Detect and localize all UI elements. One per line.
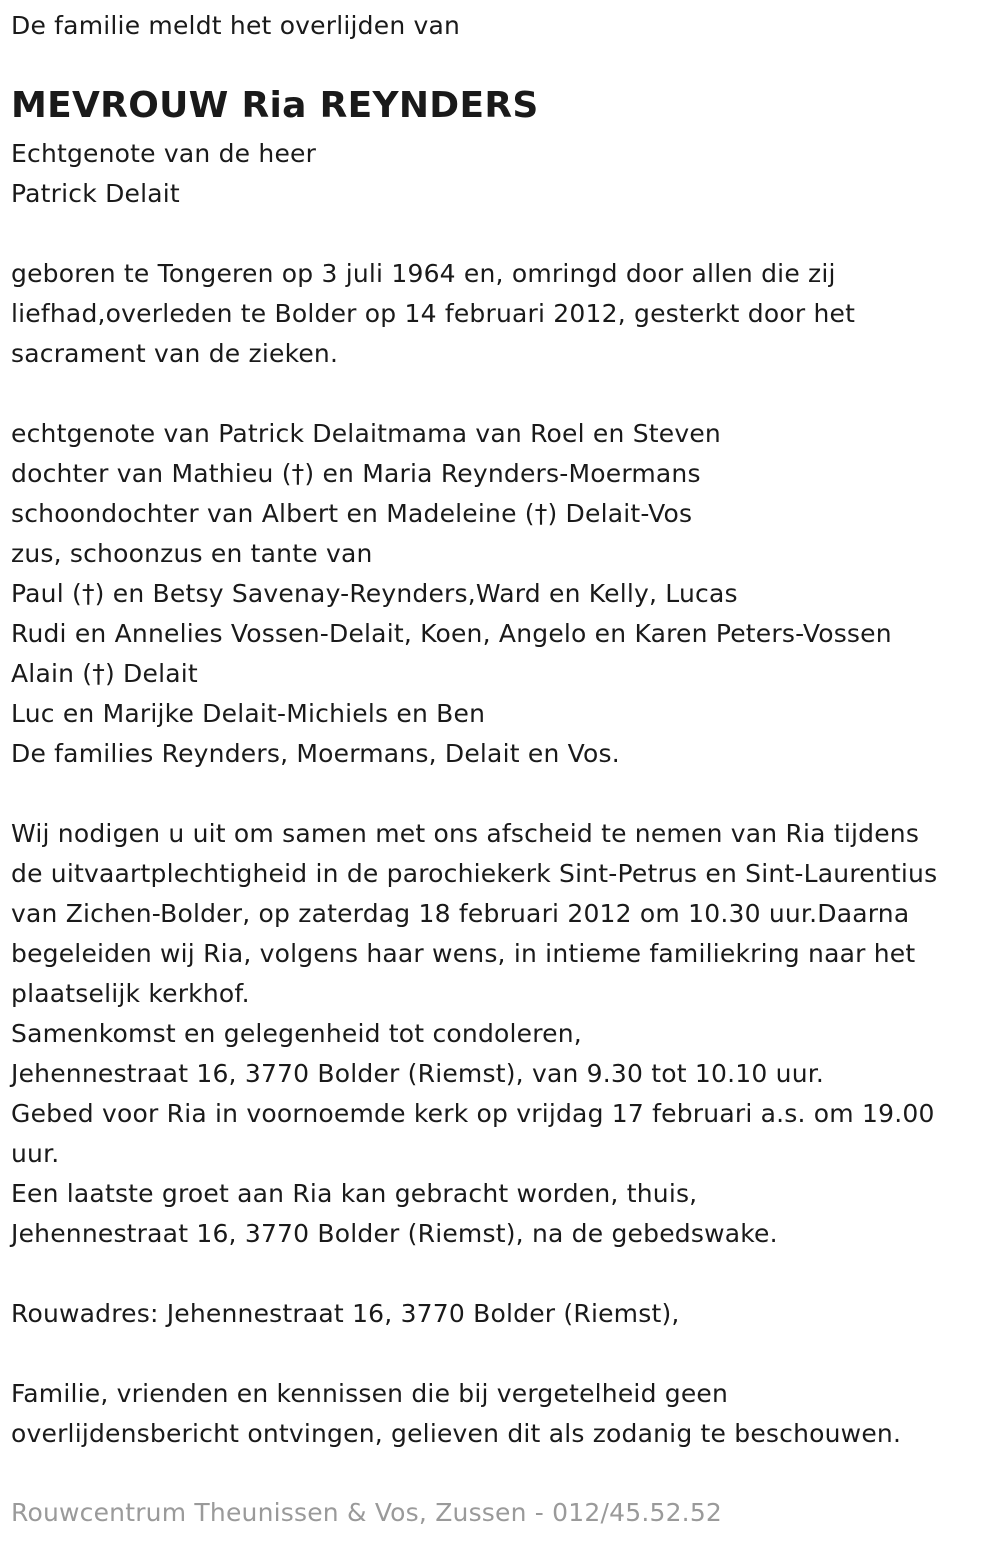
- notice-line: Familie, vrienden en kennissen die bij vergetelheid geen: [11, 1379, 729, 1408]
- notice-line: overlijdensbericht ontvingen, gelieven dit als zodanig te beschouwen.: [11, 1419, 902, 1448]
- notice-block: [11, 1374, 901, 1454]
- birth-death-line: liefhad,overleden te Bolder op 14 februari 2012, gesterkt door het: [11, 299, 856, 328]
- family-line: Paul (†) en Betsy Savenay-Reynders,Ward en Kelly, Lucas: [11, 579, 738, 608]
- ceremony-line: uur.: [11, 1139, 60, 1168]
- spouse-line: Patrick Delait: [11, 179, 180, 208]
- mourning-address-block: [11, 1294, 680, 1334]
- spouse-line: Echtgenote van de heer: [11, 139, 317, 168]
- funeral-home-footer: Rouwcentrum Theunissen & Vos, Zussen - 012/45.52.52: [11, 1498, 723, 1527]
- family-line: zus, schoonzus en tante van: [11, 539, 373, 568]
- family-line: Luc en Marijke Delait-Michiels en Ben: [11, 699, 486, 728]
- family-line: dochter van Mathieu (†) en Maria Reynders-Moermans: [11, 459, 701, 488]
- ceremony-line: de uitvaartplechtigheid in de parochiekerk Sint-Petrus en Sint-Laurentius: [11, 859, 938, 888]
- family-block: [11, 414, 892, 774]
- family-line: De families Reynders, Moermans, Delait en Vos.: [11, 739, 620, 768]
- birth-death-line: sacrament van de zieken.: [11, 339, 339, 368]
- spouse-block: [11, 134, 316, 214]
- family-line: Rudi en Annelies Vossen-Delait, Koen, Angelo en Karen Peters-Vossen: [11, 619, 892, 648]
- ceremony-line: plaatselijk kerkhof.: [11, 979, 250, 1008]
- ceremony-line: Gebed voor Ria in voornoemde kerk op vrijdag 17 februari a.s. om 19.00: [11, 1099, 935, 1128]
- ceremony-line: Een laatste groet aan Ria kan gebracht worden, thuis,: [11, 1179, 698, 1208]
- family-line: schoondochter van Albert en Madeleine (†) Delait-Vos: [11, 499, 693, 528]
- ceremony-line: Jehennestraat 16, 3770 Bolder (Riemst), van 9.30 tot 10.10 uur.: [11, 1059, 825, 1088]
- birth-death-block: [11, 254, 855, 374]
- intro-text: De familie meldt het overlijden van: [11, 11, 461, 40]
- family-line: Alain (†) Delait: [11, 659, 198, 688]
- family-line: echtgenote van Patrick Delaitmama van Roel en Steven: [11, 419, 721, 448]
- deceased-name: MEVROUW Ria REYNDERS: [11, 85, 539, 126]
- ceremony-line: Wij nodigen u uit om samen met ons afscheid te nemen van Ria tijdens: [11, 819, 920, 848]
- birth-death-line: geboren te Tongeren op 3 juli 1964 en, omringd door allen die zij: [11, 259, 836, 288]
- ceremony-line: begeleiden wij Ria, volgens haar wens, in intieme familiekring naar het: [11, 939, 916, 968]
- ceremony-block: [11, 814, 937, 1254]
- mourning-address: Rouwadres: Jehennestraat 16, 3770 Bolder (Riemst),: [11, 1299, 680, 1328]
- ceremony-line: van Zichen-Bolder, op zaterdag 18 februari 2012 om 10.30 uur.Daarna: [11, 899, 910, 928]
- ceremony-line: Jehennestraat 16, 3770 Bolder (Riemst), na de gebedswake.: [11, 1219, 778, 1248]
- ceremony-line: Samenkomst en gelegenheid tot condoleren,: [11, 1019, 582, 1048]
